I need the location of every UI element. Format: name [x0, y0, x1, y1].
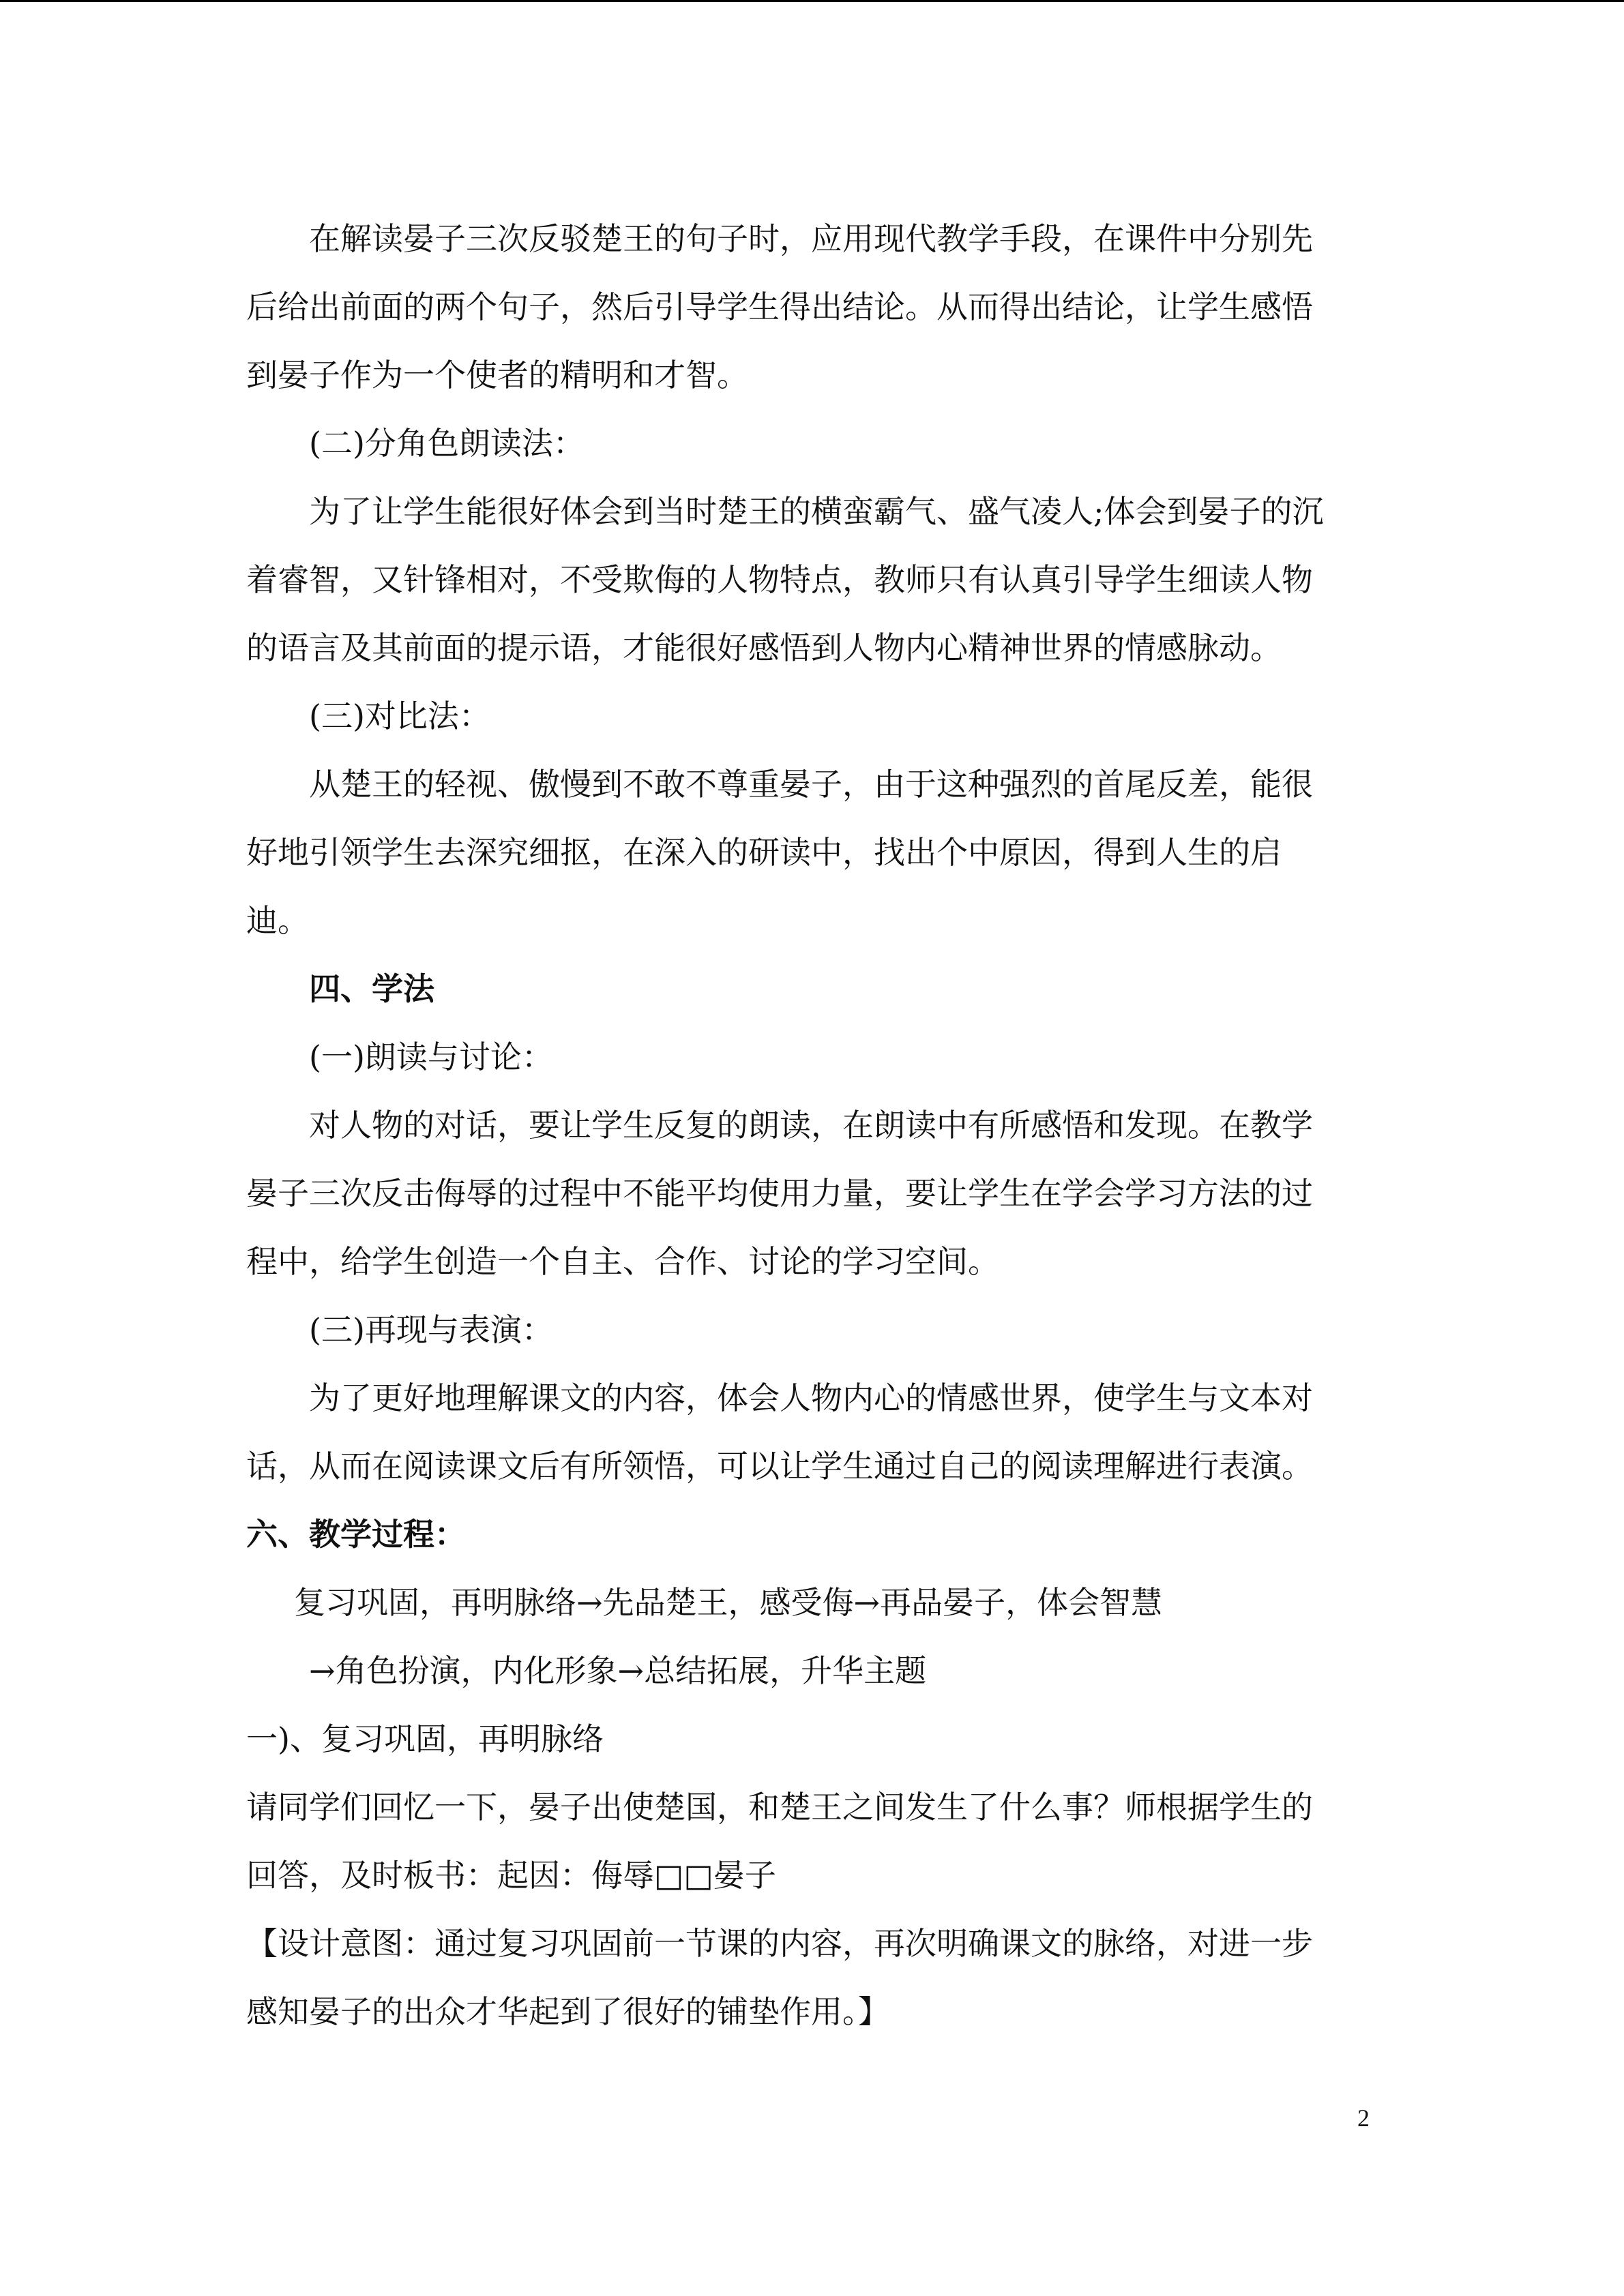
subheading-reenactment: (三)再现与表演： [309, 1311, 553, 1348]
section-heading-teaching-process: 六、教学过程： [246, 1516, 466, 1553]
subheading-reading-discussion: (一)朗读与讨论： [309, 1039, 553, 1075]
paragraph-line: 后给出前面的两个句子，然后引导学生得出结论。从而得出结论，让学生感悟 [246, 288, 1313, 325]
paragraph-line: 请同学们回忆一下，晏子出使楚国，和楚王之间发生了什么事？师根据学生的 [246, 1789, 1313, 1825]
process-flow-line: 复习巩固，再明脉络→先品楚王，感受侮→再品晏子，体会智慧 [294, 1584, 1163, 1621]
page-number: 2 [1357, 2104, 1370, 2132]
paragraph-line: 的语言及其前面的提示语，才能很好感悟到人物内心精神世界的情感脉动。 [246, 629, 1282, 666]
page-top-border [0, 0, 1624, 2]
paragraph-line: 对人物的对话，要让学生反复的朗读，在朗读中有所感悟和发现。在教学 [309, 1107, 1313, 1144]
paragraph-line: 着睿智，又针锋相对，不受欺侮的人物特点，教师只有认真引导学生细读人物 [246, 561, 1313, 598]
paragraph-line: 回答，及时板书：起因：侮辱□□晏子 [246, 1857, 776, 1894]
section-heading-study-methods: 四、学法 [309, 970, 434, 1007]
paragraph-line: 为了更好地理解课文的内容，体会人物内心的情感世界，使学生与文本对 [309, 1380, 1313, 1416]
paragraph-line: 在解读晏子三次反驳楚王的句子时，应用现代教学手段，在课件中分别先 [309, 220, 1313, 257]
paragraph-line: 程中，给学生创造一个自主、合作、讨论的学习空间。 [246, 1243, 999, 1280]
subheading-comparison: (三)对比法： [309, 698, 490, 734]
paragraph-line: 从楚王的轻视、傲慢到不敢不尊重晏子，由于这种强烈的首尾反差，能很 [309, 766, 1313, 803]
paragraph-line: 好地引领学生去深究细抠，在深入的研读中，找出个中原因，得到人生的启 [246, 834, 1282, 871]
paragraph-line: 话，从而在阅读课文后有所领悟，可以让学生通过自己的阅读理解进行表演。 [246, 1448, 1313, 1485]
design-intent-line: 【设计意图：通过复习巩固前一节课的内容，再次明确课文的脉络，对进一步 [246, 1925, 1313, 1962]
step-heading-review: 一)、复习巩固，再明脉络 [246, 1720, 604, 1757]
paragraph-line: 到晏子作为一个使者的精明和才智。 [246, 357, 748, 393]
document-body [246, 205, 1365, 2046]
subheading-role-reading: (二)分角色朗读法： [309, 425, 585, 462]
paragraph-line: 迪。 [246, 902, 309, 939]
process-flow-line: →角色扮演，内化形象→总结拓展，升华主题 [309, 1652, 927, 1689]
paragraph-line: 晏子三次反击侮辱的过程中不能平均使用力量，要让学生在学会学习方法的过 [246, 1175, 1313, 1212]
design-intent-line: 感知晏子的出众才华起到了很好的铺垫作用。】 [246, 1993, 889, 2030]
paragraph-line: 为了让学生能很好体会到当时楚王的横蛮霸气、盛气凌人;体会到晏子的沉 [309, 493, 1324, 530]
